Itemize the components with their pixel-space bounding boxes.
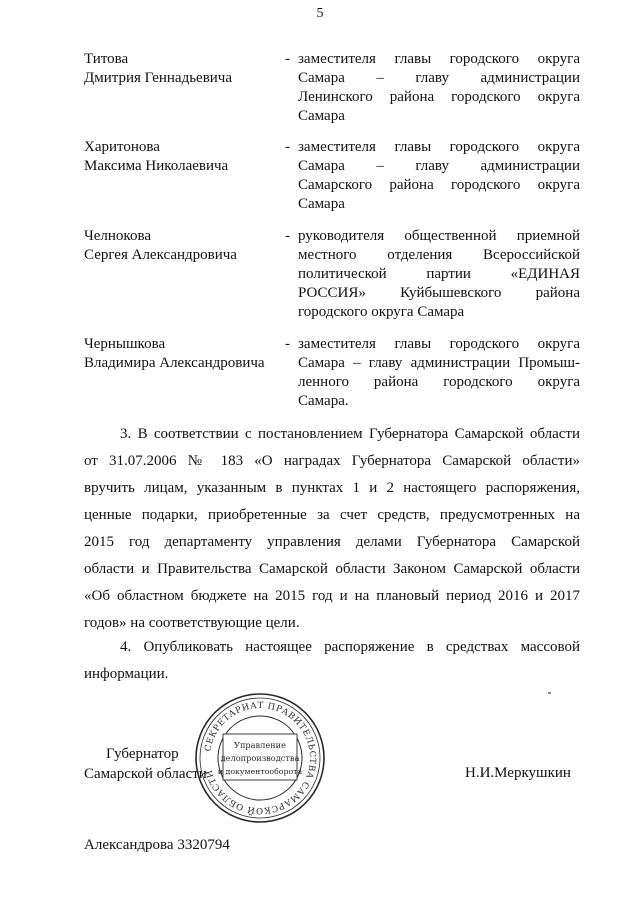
role-line: Самара – главу администрации (298, 158, 580, 174)
appointee-surname: Титова (84, 51, 129, 67)
appointee-entry (84, 50, 580, 126)
role-line: РОССИЯ» Куйбышевского района (298, 285, 580, 301)
entry-dash: - (285, 51, 290, 67)
role-line: Самарского района городского округа (298, 177, 580, 193)
entry-dash: - (285, 228, 290, 244)
appointee-role (298, 227, 580, 322)
role-line: ленного района городского округа (298, 374, 580, 390)
svg-text:Управление: Управление (234, 740, 286, 750)
appointee-given-names: Сергея Александровича (84, 247, 237, 263)
clause-4 (84, 634, 580, 688)
clause-line: годов» на соответствующие цели. (84, 615, 300, 631)
role-line: Самара. (298, 393, 349, 409)
appointee-role (298, 138, 580, 214)
appointee-name (84, 227, 284, 265)
clause-line: информации. (84, 666, 169, 682)
clause-line: области и Правительства Самарской области Законом Самарской области (84, 561, 580, 577)
role-line: заместителя главы городского округа (298, 51, 580, 67)
appointee-name (84, 335, 284, 373)
svg-text:СЕКРЕТАРИАТ ПРАВИТЕЛЬСТВА САМА: СЕКРЕТАРИАТ ПРАВИТЕЛЬСТВА САМАРСКОЙ ОБЛАСТИ (203, 700, 318, 816)
role-line: Самара – главу администрации (298, 70, 580, 86)
appointee-given-names: Максима Николаевича (84, 158, 229, 174)
role-line: Самара (298, 108, 345, 124)
signatory-title-line: Губернатор (106, 746, 179, 762)
clause-line: вручить лицам, указанным в пунктах 1 и 2 настоящего распоряжения, (84, 480, 580, 496)
official-seal (193, 691, 327, 825)
appointee-name (84, 138, 284, 176)
clause-line: 2015 год департаменту управления делами Губернатора Самарской (84, 534, 580, 550)
appointee-role (298, 50, 580, 126)
appointee-surname: Челнокова (84, 228, 151, 244)
role-line: местного отделения Всероссийской (298, 247, 580, 263)
clause-line: 4. Опубликовать настоящее распоряжение в средствах массовой (120, 639, 580, 655)
appointee-entry (84, 138, 580, 214)
entry-dash: - (285, 336, 290, 352)
role-line: политической партии «ЕДИНАЯ (298, 266, 580, 282)
entry-dash: - (285, 139, 290, 155)
executor-note: Александрова 3320794 (84, 837, 230, 853)
signatory-title-line: Самарской области (84, 766, 207, 782)
role-line: городского округа Самара (298, 304, 465, 320)
role-line: руководителя общественной приемной (298, 228, 580, 244)
role-line: Самара (298, 196, 345, 212)
role-line: заместителя главы городского округа (298, 336, 580, 352)
clause-line: от 31.07.2006 № 183 «О наградах Губернатора Самарской области» (84, 453, 580, 469)
appointee-name (84, 50, 284, 88)
appointee-surname: Харитонова (84, 139, 160, 155)
clause-line: «Об областном бюджете на 2015 год и на плановый период 2016 и 2017 (84, 588, 580, 604)
svg-text:и документооборота: и документооборота (217, 767, 303, 776)
appointee-surname: Чернышкова (84, 336, 166, 352)
clause-3 (84, 421, 580, 637)
clause-line: ценные подарки, приобретенные за счет средств, предусмотренных на (84, 507, 580, 523)
appointee-role (298, 335, 580, 411)
role-line: Самара – главу администрации Промыш- (298, 355, 580, 371)
scan-speck (548, 692, 551, 694)
appointee-entry (84, 335, 580, 411)
clause-line: 3. В соответствии с постановлением Губернатора Самарской области (120, 426, 580, 442)
appointee-given-names: Дмитрия Геннадьевича (84, 70, 233, 86)
appointee-given-names: Владимира Александровича (84, 355, 265, 371)
appointee-entry (84, 227, 580, 322)
role-line: Ленинского района городского округа (298, 89, 580, 105)
role-line: заместителя главы городского округа (298, 139, 580, 155)
svg-text:делопроизводства: делопроизводства (220, 753, 300, 763)
page-number: 5 (316, 6, 324, 21)
signatory-name: Н.И.Меркушкин (465, 765, 571, 781)
